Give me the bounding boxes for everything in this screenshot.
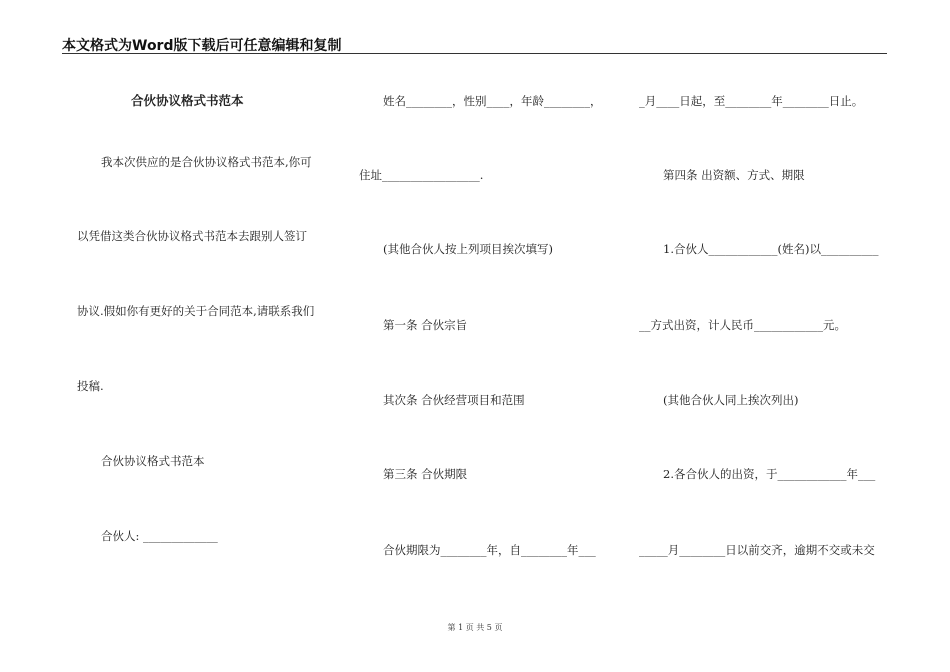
- col2-line: 姓名________，性别____，年龄________，: [383, 94, 602, 108]
- col1-line: 投稿.: [77, 379, 104, 393]
- partner-line: 合伙人: _____________: [101, 529, 218, 543]
- clause-heading: 其次条 合伙经营项目和范围: [383, 393, 525, 407]
- col3-line: _月____日起，至________年________日止。: [639, 94, 864, 108]
- page-number: 第 1 页 共 5 页: [447, 623, 503, 632]
- doc-title: 合伙协议格式书范本: [131, 93, 244, 108]
- col3-line: (其他合伙人同上挨次列出): [663, 393, 799, 407]
- col3-line: _____月________日以前交齐，逾期不交或未交: [639, 543, 875, 557]
- col3-line: __方式出资，计人民币____________元。: [639, 318, 846, 332]
- document-header: 本文格式为Word版下载后可任意编辑和复制: [62, 38, 342, 54]
- col1-line: 协议.假如你有更好的关于合同范本,请联系我们: [77, 304, 315, 318]
- header-rule: [62, 53, 887, 54]
- clause-heading: 第三条 合伙期限: [383, 467, 468, 481]
- col3-line: 1.合伙人____________(姓名)以__________: [663, 242, 879, 256]
- col1-line: 以凭借这类合伙协议格式书范本去跟别人签订: [77, 229, 307, 243]
- col2-line: 合伙期限为________年，自________年___: [383, 543, 596, 557]
- clause-heading: 第一条 合伙宗旨: [383, 318, 468, 332]
- section-title: 合伙协议格式书范本: [101, 454, 205, 468]
- col3-line: 2.各合伙人的出资，于____________年___: [663, 467, 876, 481]
- col1-line: 我本次供应的是合伙协议格式书范本,你可: [101, 155, 312, 169]
- col2-line: 住址_________________.: [359, 168, 484, 182]
- col2-line: (其他合伙人按上列项目挨次填写): [383, 242, 553, 256]
- clause-heading: 第四条 出资额、方式、期限: [663, 168, 805, 182]
